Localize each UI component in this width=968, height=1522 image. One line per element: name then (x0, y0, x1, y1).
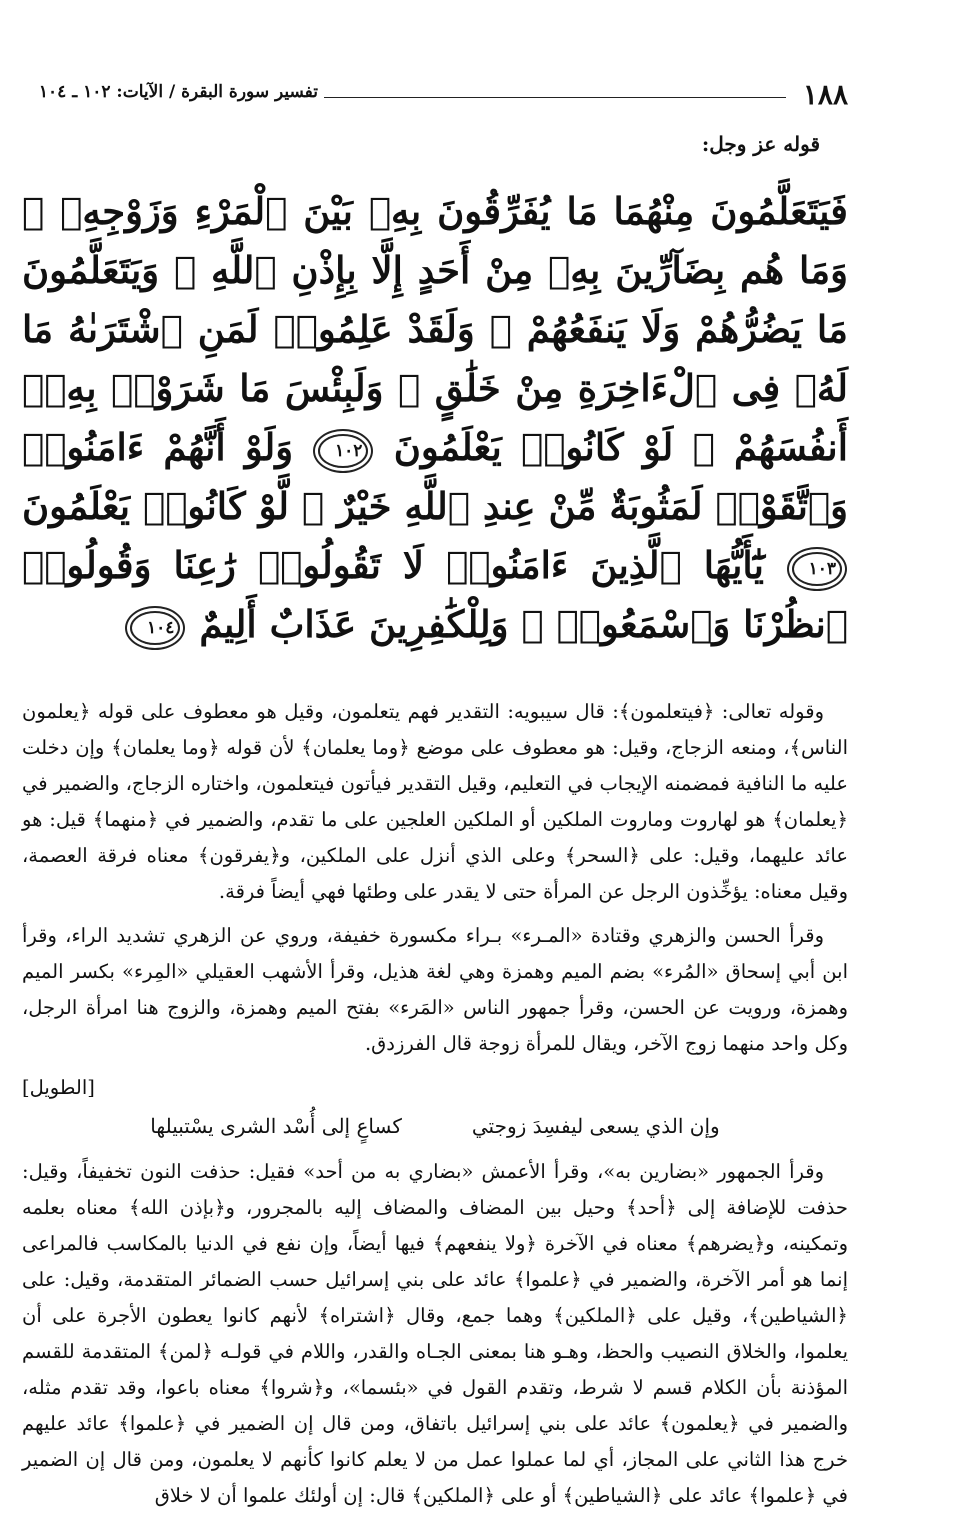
header-rule (324, 97, 786, 98)
document-page (22, 70, 848, 1522)
commentary-paragraph: وقرأ الجمهور «بضارين به»، وقرأ الأعمش «بضاري به من أحد» فقيل: حذفت النون تخفيفاً، وقيل: حذفت للإضافة إلى ﴿أحد﴾ وحيل بين المضاف والمضاف إليه بالمجرور، و﴿بإذن الله﴾ معناه بعلمه وتمكينه، و﴿يضرهم﴾ معناه في الآخرة ﴿ولا ينفعهم﴾ فيها أيضاً، وإن نفع في الدنيا بالمكاسب فالمراعى إنما هو أمر الآخرة، والضمير في ﴿علموا﴾ عائد على بني إسرائيل حسب الضمائر المتقدمة، وقيل: على ﴿الشياطين﴾، وقيل على ﴿الملكين﴾ وهما جمع، وقال ﴿اشتراه﴾ لأنهم كانوا يعطون الأجرة على أن يعلموا، والخلاق النصيب والحظ، وهـو هنا بمعنى الجـاه والقدر، واللام في قولـه ﴿لمن﴾ المتقدمة للقسم المؤذنة بأن الكلام قسم لا شرط، وتقدم القول في «بئسما»، و﴿شروا﴾ معناه باعوا، وقد تقدم مثله، والضمير في ﴿يعلمون﴾ عائد على بني إسرائيل باتفاق، ومن قال إن الضمير في ﴿علموا﴾ عائد عليهم خرج هذا الثاني على المجاز، أي لما عملوا عمل من لا يعلم كانوا كأنهم لا يعلمون، ومن قال إن الضمير في ﴿علموا﴾ عائد على ﴿الشياطين﴾ أو على ﴿الملكين﴾ قال: إن أولئك علموا أن لا خلاق (22, 1160, 848, 1507)
page-number: ١٨٨ (802, 78, 848, 111)
ayah-number-marker: ١٠٣ (792, 552, 842, 586)
poetry-verse (22, 1108, 848, 1144)
commentary-paragraph: وقرأ الحسن والزهري وقتادة «المـرء» بـراء مكسورة خفيفة، وروي عن الزهري تشديد الراء، وقرأ ابن أبي إسحاق «المُرء» بضم الميم وهمزة وهي لغة هذيل، وقرأ الأشهب العقيلي «المِرء» بكسر الميم وهمزة، ورويت عن الحسن، وقرأ جمهور الناس «المَرء» بفتح الميم وهمزة، والزوج هنا امرأة الرجل، وكل واحد منهما زوج الآخر، ويقال للمرأة زوجة قال الفرزدق. (22, 924, 848, 1055)
quran-verse-102: فَيَتَعَلَّمُونَ مِنْهُمَا مَا يُفَرِّقُونَ بِهِۦ بَيْنَ ٱلْمَرْءِ وَزَوْجِهِۦ ۚ وَمَا هُم بِضَآرِّينَ بِهِۦ مِنْ أَحَدٍ إِلَّا بِإِذْنِ ٱللَّهِ ۚ وَيَتَعَلَّمُونَ مَا يَضُرُّهُمْ وَلَا يَنفَعُهُمْ ۚ وَلَقَدْ عَلِمُوا۟ لَمَنِ ٱشْتَرَىٰهُ مَا لَهُۥ فِى ٱلْءَاخِرَةِ مِنْ خَلَٰقٍ ۚ وَلَبِئْسَ مَا شَرَوْا۟ بِهِۦٓ أَنفُسَهُمْ ۚ لَوْ كَانُوا۟ يَعْلَمُونَ (22, 189, 848, 469)
verse-second-hemistich: كساعٍ إلى أُسْد الشرى يسْتبيلها (150, 1114, 402, 1138)
running-header (22, 70, 848, 110)
commentary-paragraph: وقوله تعالى: ﴿فيتعلمون﴾: قال سيبويه: التقدير فهم يتعلمون، وقيل هو معطوف على قوله ﴿يعلمون الناس﴾، ومنعه الزجاج، وقيل: هو معطوف على موضع ﴿وما يعلمان﴾ لأن قوله ﴿وما يعلمان﴾ وإن دخلت عليه ما النافية فمضمنه الإيجاب في التعليم، وقيل التقدير فيأتون فيتعلمون، واختاره الزجاج، والضمير في ﴿يعلمان﴾ هو لهاروت وماروت الملكين أو الملكين العلجين على ما تقدم، والضمير في ﴿منهما﴾ قيل: هو عائد عليهما، وقيل: على ﴿السحر﴾ وعلى الذي أنزل على الملكين، و﴿يفرقون﴾ معناه فرقة العصمة، وقيل معناه: يؤخِّذون الرجل عن المرأة حتى لا يقدر على وطئها فهي أيضاً فرقة. (22, 700, 848, 903)
section-intro: قوله عز وجل: (701, 132, 820, 156)
quran-verse-103: وَلَوْ أَنَّهُمْ ءَامَنُوا۟ وَٱتَّقَوْا۟ لَمَثُوبَةٌ مِّنْ عِندِ ٱللَّهِ خَيْرٌ ۖ لَّوْ كَانُوا۟ يَعْلَمُونَ (22, 425, 848, 528)
ayah-number-marker: ١٠٢ (318, 434, 368, 468)
verse-first-hemistich: وإن الذي يسعى ليفسِدَ زوجتي (471, 1114, 720, 1138)
running-title: تفسير سورة البقرة / الآيات: ١٠٢ ـ ١٠٤ (38, 82, 318, 102)
quran-verses (22, 182, 848, 654)
quran-verse-104: يَٰٓأَيُّهَا ٱلَّذِينَ ءَامَنُوا۟ لَا تَقُولُوا۟ رَٰعِنَا وَقُولُوا۟ ٱنظُرْنَا وَٱسْمَعُوا۟ ۗ وَلِلْكَٰفِرِينَ عَذَابٌ أَلِيمٌ (22, 543, 848, 646)
poetic-meter-label: [الطويل] (22, 1076, 95, 1099)
commentary (22, 694, 848, 1514)
ayah-number-marker: ١٠٤ (130, 611, 180, 645)
